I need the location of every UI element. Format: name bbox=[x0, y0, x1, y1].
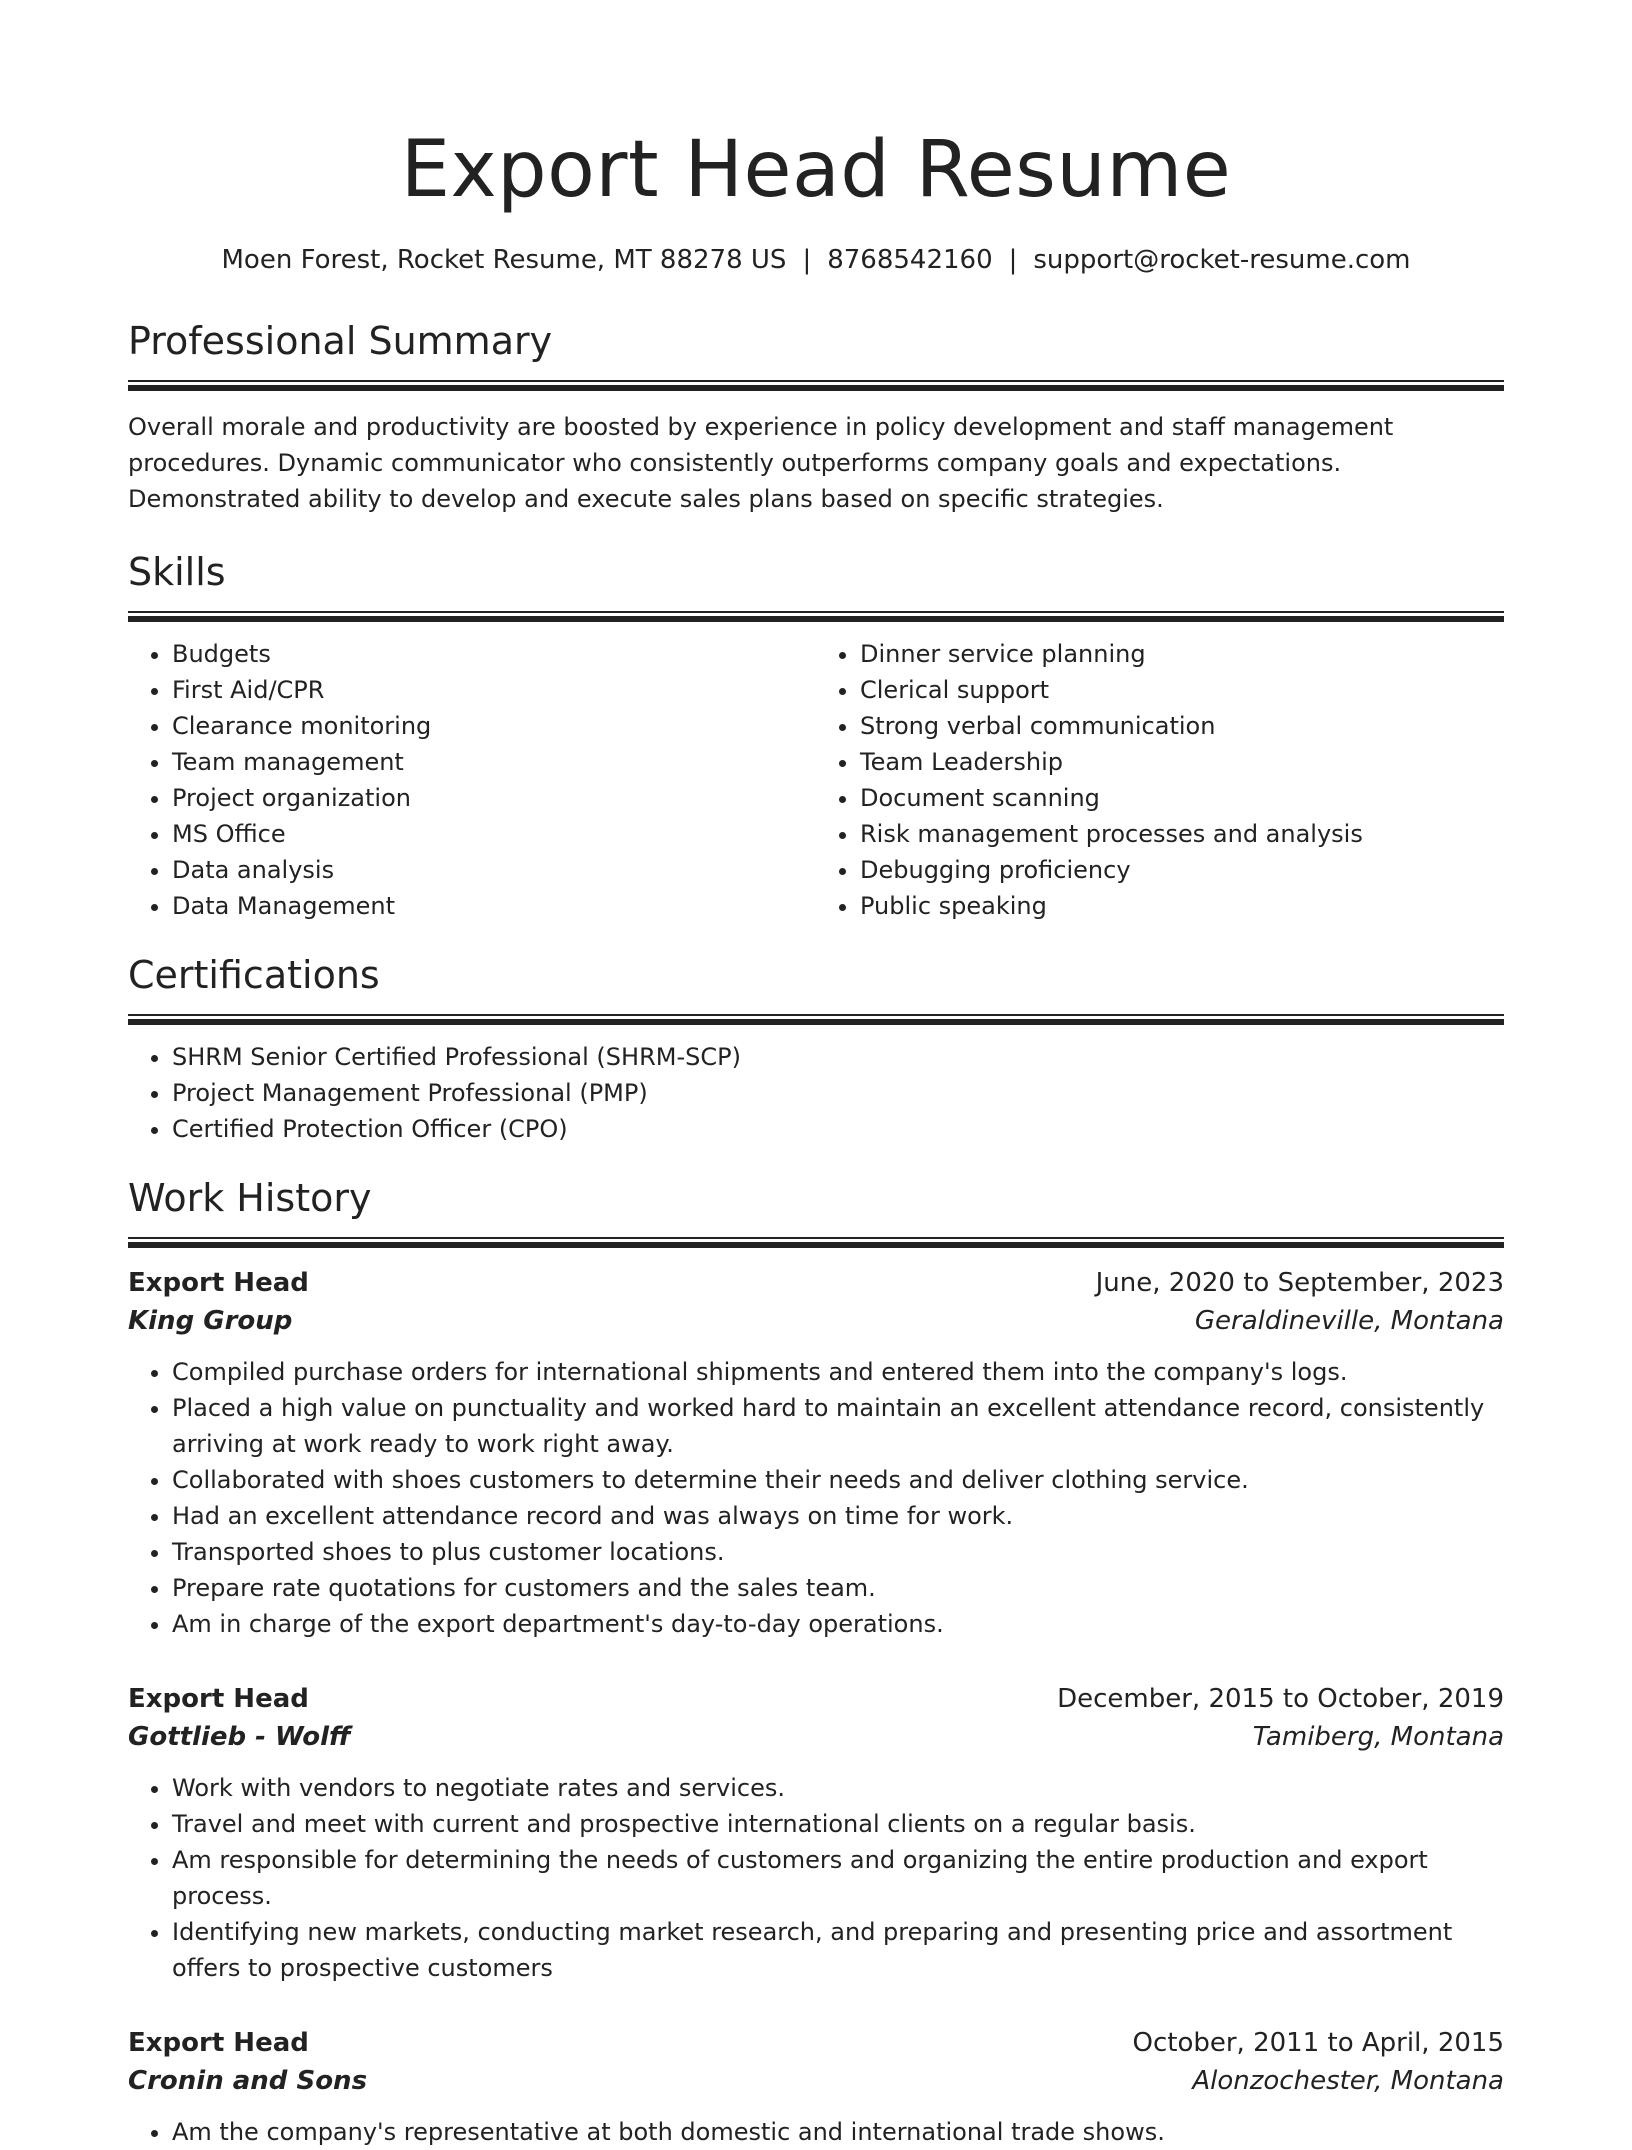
skill-item: • Data Management bbox=[172, 888, 816, 924]
job-duty: • Am the company's representative at both domestic and international trade shows. bbox=[172, 2114, 1504, 2150]
work-history-section bbox=[128, 1175, 1504, 2150]
skill-item: • MS Office bbox=[172, 816, 816, 852]
skill-item: • Public speaking bbox=[860, 888, 1504, 924]
job-title: Export Head bbox=[128, 1684, 309, 1714]
job-duties-list bbox=[128, 2114, 1504, 2150]
certification-item: • Certified Protection Officer (CPO) bbox=[172, 1111, 1504, 1147]
skills-grid bbox=[128, 636, 1504, 924]
job-entry bbox=[128, 1680, 1504, 1986]
skill-item: • First Aid/CPR bbox=[172, 672, 816, 708]
job-company: Gottlieb - Wolff bbox=[128, 1722, 351, 1752]
skill-item: • Clearance monitoring bbox=[172, 708, 816, 744]
summary-text: Overall morale and productivity are boosted by experience in policy development and staff management procedures. Dynamic communicator who consistently outperforms company goals and expectations. Demonstrated ability to develop and execute sales plans based on specific strategies. bbox=[128, 413, 1394, 513]
skill-item: • Budgets bbox=[172, 636, 816, 672]
job-dates: December, 2015 to October, 2019 bbox=[1057, 1684, 1504, 1714]
contact-separator: | bbox=[802, 245, 812, 275]
skill-item: • Strong verbal communication bbox=[860, 708, 1504, 744]
job-subheader bbox=[128, 1718, 1504, 1756]
skill-item: • Data analysis bbox=[172, 852, 816, 888]
skill-item: • Team Leadership bbox=[860, 744, 1504, 780]
job-subheader bbox=[128, 2062, 1504, 2100]
job-company: King Group bbox=[128, 1306, 293, 1336]
skill-item: • Team management bbox=[172, 744, 816, 780]
job-header bbox=[128, 1264, 1504, 1302]
job-header bbox=[128, 2024, 1504, 2062]
job-duty: • Am in charge of the export department's day-to-day operations. bbox=[172, 1606, 1504, 1642]
certifications-section bbox=[128, 952, 1504, 1147]
skills-list-right bbox=[816, 636, 1504, 924]
job-duty: • Had an excellent attendance record and was always on time for work. bbox=[172, 1498, 1504, 1534]
resume-title: Export Head Resume bbox=[400, 125, 1232, 215]
job-entry bbox=[128, 2024, 1504, 2150]
job-duty: • Placed a high value on punctuality and worked hard to maintain an excellent attendance record, consistently arriving at work ready to work right away. bbox=[172, 1390, 1504, 1462]
skills-section bbox=[128, 549, 1504, 924]
job-duty: • Travel and meet with current and prospective international clients on a regular basis. bbox=[172, 1806, 1504, 1842]
contact-email: support@rocket-resume.com bbox=[1033, 245, 1411, 275]
certifications-list bbox=[128, 1039, 1504, 1147]
job-duty: • Prepare rate quotations for customers and the sales team. bbox=[172, 1570, 1504, 1606]
job-location: Geraldineville, Montana bbox=[1194, 1306, 1504, 1336]
professional-summary-section bbox=[128, 318, 1504, 517]
skill-item: • Project organization bbox=[172, 780, 816, 816]
job-duty: • Am responsible for determining the needs of customers and organizing the entire production and export process. bbox=[172, 1842, 1504, 1914]
job-duties-list bbox=[128, 1770, 1504, 1986]
section-divider bbox=[128, 1014, 1504, 1025]
section-divider bbox=[128, 380, 1504, 391]
job-location: Tamiberg, Montana bbox=[1252, 1722, 1504, 1752]
skill-item: • Risk management processes and analysis bbox=[860, 816, 1504, 852]
skills-list-left bbox=[128, 636, 816, 924]
contact-line bbox=[128, 242, 1504, 278]
certification-item: • Project Management Professional (PMP) bbox=[172, 1075, 1504, 1111]
job-subheader bbox=[128, 1302, 1504, 1340]
job-duties-list bbox=[128, 1354, 1504, 1642]
contact-phone: 8768542160 bbox=[827, 245, 993, 275]
skill-item: • Dinner service planning bbox=[860, 636, 1504, 672]
certification-item: • SHRM Senior Certified Professional (SHRM-SCP) bbox=[172, 1039, 1504, 1075]
section-heading: Certifications bbox=[128, 953, 380, 997]
contact-address: Moen Forest, Rocket Resume, MT 88278 US bbox=[221, 245, 787, 275]
job-title: Export Head bbox=[128, 2028, 309, 2058]
skill-item: • Document scanning bbox=[860, 780, 1504, 816]
job-location: Alonzochester, Montana bbox=[1192, 2066, 1504, 2096]
section-heading: Skills bbox=[128, 550, 226, 594]
job-duty: • Identifying new markets, conducting market research, and preparing and presenting price and assortment offers to prospective customers bbox=[172, 1914, 1504, 1986]
job-duty: • Collaborated with shoes customers to determine their needs and deliver clothing service. bbox=[172, 1462, 1504, 1498]
skill-item: • Debugging proficiency bbox=[860, 852, 1504, 888]
skill-item: • Clerical support bbox=[860, 672, 1504, 708]
job-duty: • Compiled purchase orders for international shipments and entered them into the company's logs. bbox=[172, 1354, 1504, 1390]
job-duty: • Transported shoes to plus customer locations. bbox=[172, 1534, 1504, 1570]
job-entry bbox=[128, 1264, 1504, 1642]
job-dates: June, 2020 to September, 2023 bbox=[1095, 1268, 1504, 1298]
contact-separator: | bbox=[1008, 245, 1018, 275]
job-header bbox=[128, 1680, 1504, 1718]
job-title: Export Head bbox=[128, 1268, 309, 1298]
section-divider bbox=[128, 1237, 1504, 1248]
section-divider bbox=[128, 611, 1504, 622]
job-duty: • Work with vendors to negotiate rates and services. bbox=[172, 1770, 1504, 1806]
job-company: Cronin and Sons bbox=[128, 2066, 368, 2096]
job-dates: October, 2011 to April, 2015 bbox=[1132, 2028, 1504, 2058]
section-heading: Work History bbox=[128, 1176, 372, 1220]
section-heading: Professional Summary bbox=[128, 319, 553, 363]
